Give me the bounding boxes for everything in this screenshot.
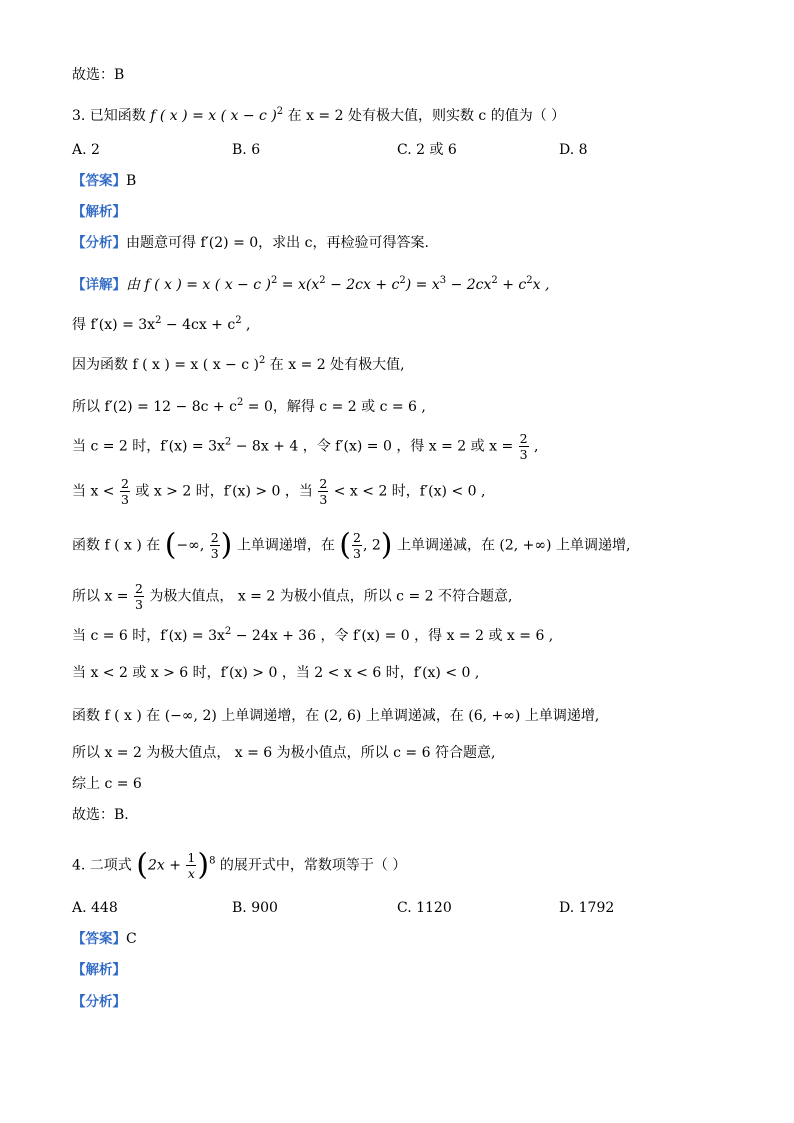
q3-xiangjie-line1: 【详解】由 f ( x ) = x ( x − c )$^2 = x(x^2 - 2cx + c^2) = x^3 - 2cx^2 + c^2x$ ,	[72, 275, 550, 293]
q3-stem: 3. 已知函数 f ( x ) = x ( x − c )$^2$ 在 x = 2 处有极大值，则实数 c 的值为（ ）	[72, 106, 566, 124]
q4-fenxi-tag: 【分析】	[72, 994, 126, 1010]
q4-option-a: A. 448	[72, 900, 118, 916]
q3-line2: 得 $f'(x) = 3x^2 - 4cx + c^2$ ,	[72, 315, 251, 333]
q3-line4: 所以 $f'(2) = 12 - 8c + c^2 = 0$，解得 c = 2 或 c = 6 ,	[72, 397, 426, 415]
q3-line11: 函数 f ( x ) 在 (−∞, 2) 上单调递增，在 (2, 6) 上单调递减，在 (6, +∞) 上单调递增,	[72, 708, 600, 724]
q3-line13: 综上 c = 6	[72, 776, 142, 792]
q3-line9: 当 c = 6 时，$f'(x) = 3x^2 - 24x + 36$ ，令 f′(x) = 0 ，得 x = 2 或 x = 6 ,	[72, 626, 554, 644]
q3-option-b: B. 6	[232, 142, 261, 158]
prev-answer-line: 故选：B	[72, 67, 125, 83]
fraction: $\frac{2}{3}$	[134, 581, 143, 612]
q4-option-c: C. 1120	[397, 900, 452, 916]
q3-option-a: A. 2	[72, 142, 100, 158]
fraction: $\frac{2}{3}$	[519, 431, 528, 462]
q3-option-d: D. 8	[559, 142, 588, 158]
q3-line12: 所以 x = 2 为极大值点， x = 6 为极小值点，所以 c = 6 符合题意,	[72, 745, 496, 761]
fraction: $\frac{2}{3}$	[120, 476, 129, 507]
q3-line6: 当 x < $\frac{2}{3}$ 或 x > 2 时，f′(x) > 0 ，当 $\frac{2}{3}$ < x < 2 时，f′(x) < 0 ,	[72, 476, 486, 507]
q3-fenxi: 【分析】由题意可得 f′(2) = 0，求出 c，再检验可得答案.	[72, 235, 429, 251]
q3-line14: 故选：B.	[72, 807, 129, 823]
q4-answer: 【答案】C	[72, 931, 137, 947]
q4-option-b: B. 900	[232, 900, 278, 916]
fraction: $\frac{1}{x}$	[187, 850, 196, 881]
q3-line10: 当 x < 2 或 x > 6 时，f′(x) > 0 ，当 2 < x < 6 时，f′(x) < 0 ,	[72, 665, 480, 681]
q3-line3: 因为函数 f ( x ) = x ( x − c )$^2$ 在 x = 2 处有极大值,	[72, 355, 405, 373]
answer-tag: 【答案】	[72, 173, 126, 189]
q3-line5: 当 c = 2 时，$f'(x) = 3x^2 - 8x + 4$ ，令 f′(x) = 0 ，得 x = 2 或 x = $\frac{2}{3}$ ,	[72, 431, 539, 462]
fraction: $\frac{2}{3}$	[353, 530, 361, 561]
q3-analysis-tag: 【解析】	[72, 204, 126, 220]
fraction: $\frac{2}{3}$	[319, 476, 328, 507]
q3-option-c: C. 2 或 6	[397, 142, 457, 158]
q3-line8: 所以 x = $\frac{2}{3}$ 为极大值点， x = 2 为极小值点，所以 c = 2 不符合题意,	[72, 581, 513, 612]
q3-line7: 函数 f ( x ) 在 (−∞, $\frac{2}{3}$ ) 上单调递增，在 ( $\frac{2}{3}$ , 2) 上单调递减，在 (2, +∞) 上单调递增,	[72, 527, 631, 563]
q4-analysis-tag: 【解析】	[72, 962, 126, 978]
q4-option-d: D. 1792	[559, 900, 615, 916]
q3-answer: 【答案】B	[72, 173, 137, 189]
q4-stem: 4. 二项式 (2x + $\frac{1}{x}$ )$^8$ 的展开式中，常数项等于（ ）	[72, 847, 407, 883]
fraction: $\frac{2}{3}$	[210, 530, 219, 561]
